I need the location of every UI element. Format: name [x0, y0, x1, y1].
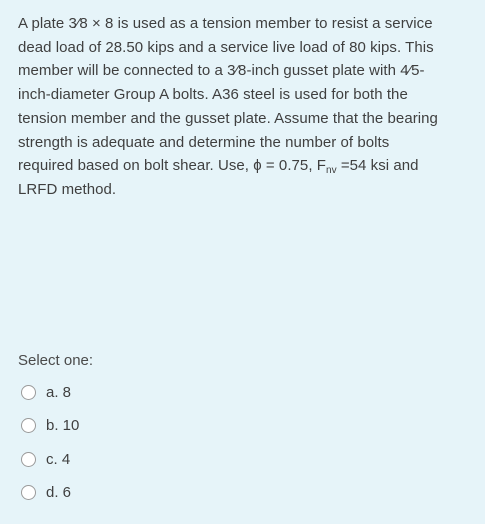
question-line: tension member and the gusset plate. Assume that the bearing [18, 109, 438, 127]
question-line-text: required based on bolt shear. Use, ϕ = 0.75, F [18, 157, 326, 175]
question-line: inch-diameter Group A bolts. A36 steel is used for both the [18, 86, 408, 104]
select-one-label: Select one: [18, 352, 94, 369]
radio-button-icon[interactable] [21, 452, 36, 467]
option-d[interactable] [21, 482, 79, 504]
answer-options [21, 381, 79, 515]
subscript-nv: nv [325, 165, 337, 177]
option-label: c. 4 [46, 450, 71, 468]
question-line: strength is adequate and determine the number of bolts [18, 133, 390, 151]
question-line: dead load of 28.50 kips and a service live load of 80 kips. This [18, 38, 434, 56]
option-a[interactable] [21, 381, 79, 403]
option-label: d. 6 [46, 484, 72, 501]
option-b[interactable] [21, 415, 79, 437]
question-line: A plate 3⁄8 × 8 is used as a tension member to resist a service [18, 15, 433, 32]
radio-button-icon[interactable] [21, 418, 36, 433]
question-text [18, 12, 480, 202]
option-label: b. 10 [46, 417, 80, 434]
option-label: a. 8 [46, 383, 72, 401]
question-line: LRFD method. [18, 180, 117, 198]
radio-button-icon[interactable] [21, 485, 36, 500]
question-line: member will be connected to a 3⁄8-inch gusset plate with 4⁄5- [18, 62, 425, 80]
radio-button-icon[interactable] [21, 385, 36, 400]
question-line [18, 154, 480, 178]
option-c[interactable] [21, 448, 79, 470]
question-line-text: =54 ksi and [336, 157, 419, 175]
